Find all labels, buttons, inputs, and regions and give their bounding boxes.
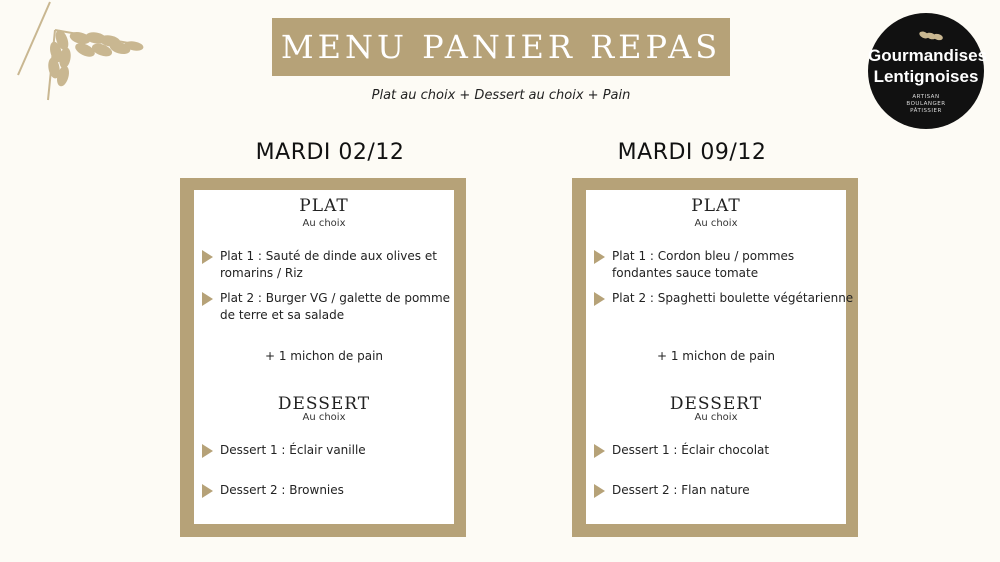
plat-subheading: Au choix bbox=[694, 218, 738, 229]
logo-line-2: Lentignoises bbox=[873, 67, 979, 86]
plat-item: Plat 2 : Burger VG / galette de pomme de terre et sa salade bbox=[220, 291, 451, 322]
page-subtitle: Plat au choix + Dessert au choix + Pain bbox=[371, 88, 631, 103]
pain-note: + 1 michon de pain bbox=[656, 349, 776, 363]
dessert-subheading: Au choix bbox=[694, 412, 738, 423]
plat-item: Plat 2 : Spaghetti boulette végétarienne bbox=[612, 291, 854, 305]
logo-wheat-icon bbox=[916, 27, 946, 45]
logo-tag-1: ARTISAN bbox=[912, 94, 940, 100]
triangle-bullet-icon bbox=[202, 250, 213, 264]
logo-tag-2: BOULANGER bbox=[906, 101, 946, 107]
plat-heading: PLAT bbox=[691, 196, 741, 216]
plat-heading: PLAT bbox=[299, 196, 349, 216]
day-title: MARDI 02/12 bbox=[255, 140, 405, 165]
triangle-bullet-icon bbox=[202, 444, 213, 458]
logo-tag-3: PÂTISSIER bbox=[910, 108, 942, 114]
dessert-heading: DESSERT bbox=[277, 394, 371, 414]
dessert-heading: DESSERT bbox=[669, 394, 763, 414]
plat-item: Plat 1 : Sauté de dinde aux olives et romarins / Riz bbox=[220, 249, 437, 280]
triangle-bullet-icon bbox=[594, 444, 605, 458]
dessert-item: Dessert 1 : Éclair vanille bbox=[220, 443, 366, 457]
menu-title-banner bbox=[272, 18, 730, 76]
dessert-item: Dessert 2 : Brownies bbox=[220, 483, 344, 497]
dessert-item: Dessert 1 : Éclair chocolat bbox=[612, 443, 770, 457]
plat-item: Plat 1 : Cordon bleu / pommes fondantes sauce tomate bbox=[612, 249, 795, 280]
menu-card-content bbox=[194, 190, 454, 524]
menu-card bbox=[180, 178, 466, 537]
triangle-bullet-icon bbox=[202, 484, 213, 498]
triangle-bullet-icon bbox=[594, 484, 605, 498]
page-title: MENU PANIER REPAS bbox=[280, 28, 722, 66]
pain-note: + 1 michon de pain bbox=[264, 349, 384, 363]
dessert-subheading: Au choix bbox=[302, 412, 346, 423]
triangle-bullet-icon bbox=[594, 292, 605, 306]
triangle-bullet-icon bbox=[202, 292, 213, 306]
dessert-item: Dessert 2 : Flan nature bbox=[612, 483, 750, 497]
day-title: MARDI 09/12 bbox=[617, 140, 767, 165]
bakery-logo bbox=[868, 13, 988, 129]
menu-card bbox=[572, 178, 858, 537]
triangle-bullet-icon bbox=[594, 250, 605, 264]
wheat-decoration-icon bbox=[10, 0, 150, 110]
menu-card-content bbox=[586, 190, 854, 524]
logo-line-1: Gourmandises bbox=[868, 46, 988, 65]
plat-subheading: Au choix bbox=[302, 218, 346, 229]
